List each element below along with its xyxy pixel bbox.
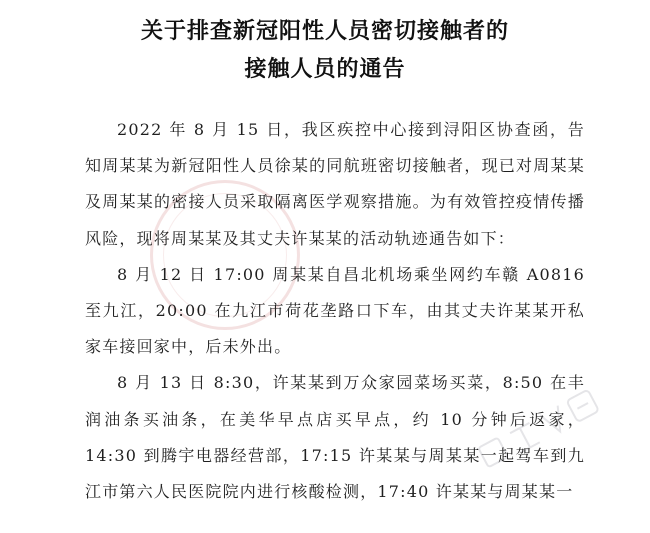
paragraph-aug-13: 8 月 13 日 8:30，许某某到万众家园菜场买菜，8:50 在丰润油条买油条，在美华早点店买早点，约 10 分钟后返家，14:30 到腾宇电器经营部，17:15 许某某与周某某一起驾车到九江市第六人民医院院内进行核酸检测，17:40 许某某与周某某一 [85,373,585,502]
notice-title-line-1: 关于排查新冠阳性人员密切接触者的 [140,19,509,44]
paragraph-intro: 2022 年 8 月 15 日，我区疾控中心接到浔阳区协查函，告知周某某为新冠阳性人员徐某的同航班密切接触者，现已对周某某及周某某的密接人员采取隔离医学观察措施。为有效管控疫情传播风险，现将周某某及其丈夫许某某的活动轨迹通告如下： [85,120,585,248]
notice-body [85,112,585,510]
notice-title-line-2: 接触人员的通告 [244,57,406,82]
paragraph-aug-12: 8 月 12 日 17:00 周某某自昌北机场乘坐网约车赣 A0816 至九江，20:00 在九江市荷花垄路口下车，由其丈夫许某某开私家车接回家中，后未外出。 [85,264,585,357]
